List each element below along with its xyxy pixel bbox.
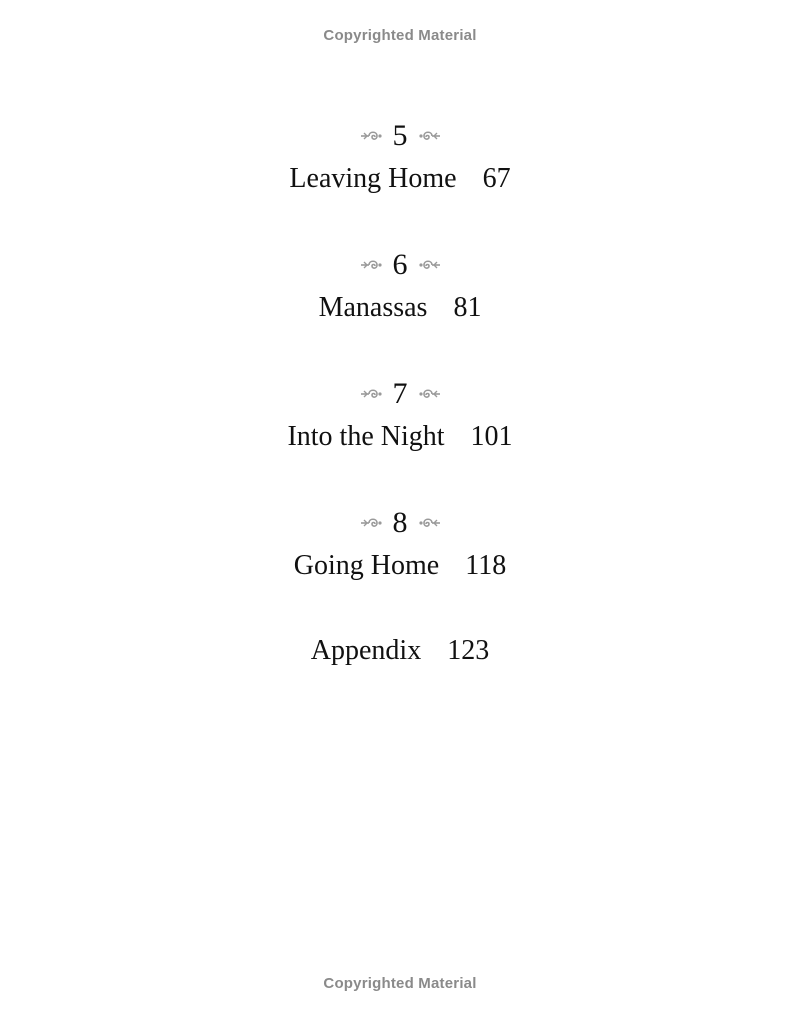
fleuron-left-icon bbox=[359, 515, 383, 531]
chapter-heading bbox=[0, 249, 800, 281]
chapter-heading bbox=[0, 378, 800, 410]
chapter-page-number: 118 bbox=[465, 550, 507, 581]
chapter-number: 5 bbox=[392, 119, 408, 152]
fleuron-left-icon bbox=[359, 257, 383, 273]
fleuron-left-icon bbox=[359, 128, 383, 144]
chapter-page-number: 67 bbox=[482, 163, 511, 194]
chapter-number: 7 bbox=[392, 377, 408, 410]
chapter-link-leaving-home[interactable] bbox=[0, 162, 800, 196]
fleuron-right-icon bbox=[418, 515, 442, 531]
chapter-title: Leaving Home bbox=[289, 163, 457, 194]
copyright-watermark-top: Copyrighted Material bbox=[323, 27, 477, 44]
fleuron-right-icon bbox=[418, 386, 442, 402]
chapter-title: Manassas bbox=[318, 292, 428, 323]
appendix-page-number: 123 bbox=[447, 635, 490, 666]
chapter-title: Going Home bbox=[293, 550, 440, 581]
appendix-link[interactable] bbox=[0, 634, 800, 668]
copyright-watermark-bottom: Copyrighted Material bbox=[323, 975, 477, 992]
chapter-page-number: 101 bbox=[470, 421, 513, 452]
chapter-entry bbox=[0, 378, 800, 454]
fleuron-left-icon bbox=[359, 386, 383, 402]
chapter-entry bbox=[0, 507, 800, 583]
chapter-heading bbox=[0, 120, 800, 152]
chapter-page-number: 81 bbox=[453, 292, 482, 323]
chapter-entry bbox=[0, 249, 800, 325]
appendix-title: Appendix bbox=[310, 635, 422, 666]
chapter-link-into-the-night[interactable] bbox=[0, 420, 800, 454]
chapter-entry bbox=[0, 120, 800, 196]
chapter-link-manassas[interactable] bbox=[0, 291, 800, 325]
fleuron-right-icon bbox=[418, 257, 442, 273]
chapter-title: Into the Night bbox=[287, 421, 445, 452]
chapter-heading bbox=[0, 507, 800, 539]
fleuron-right-icon bbox=[418, 128, 442, 144]
chapter-number: 6 bbox=[392, 248, 408, 281]
chapter-link-going-home[interactable] bbox=[0, 549, 800, 583]
chapter-number: 8 bbox=[392, 506, 408, 539]
